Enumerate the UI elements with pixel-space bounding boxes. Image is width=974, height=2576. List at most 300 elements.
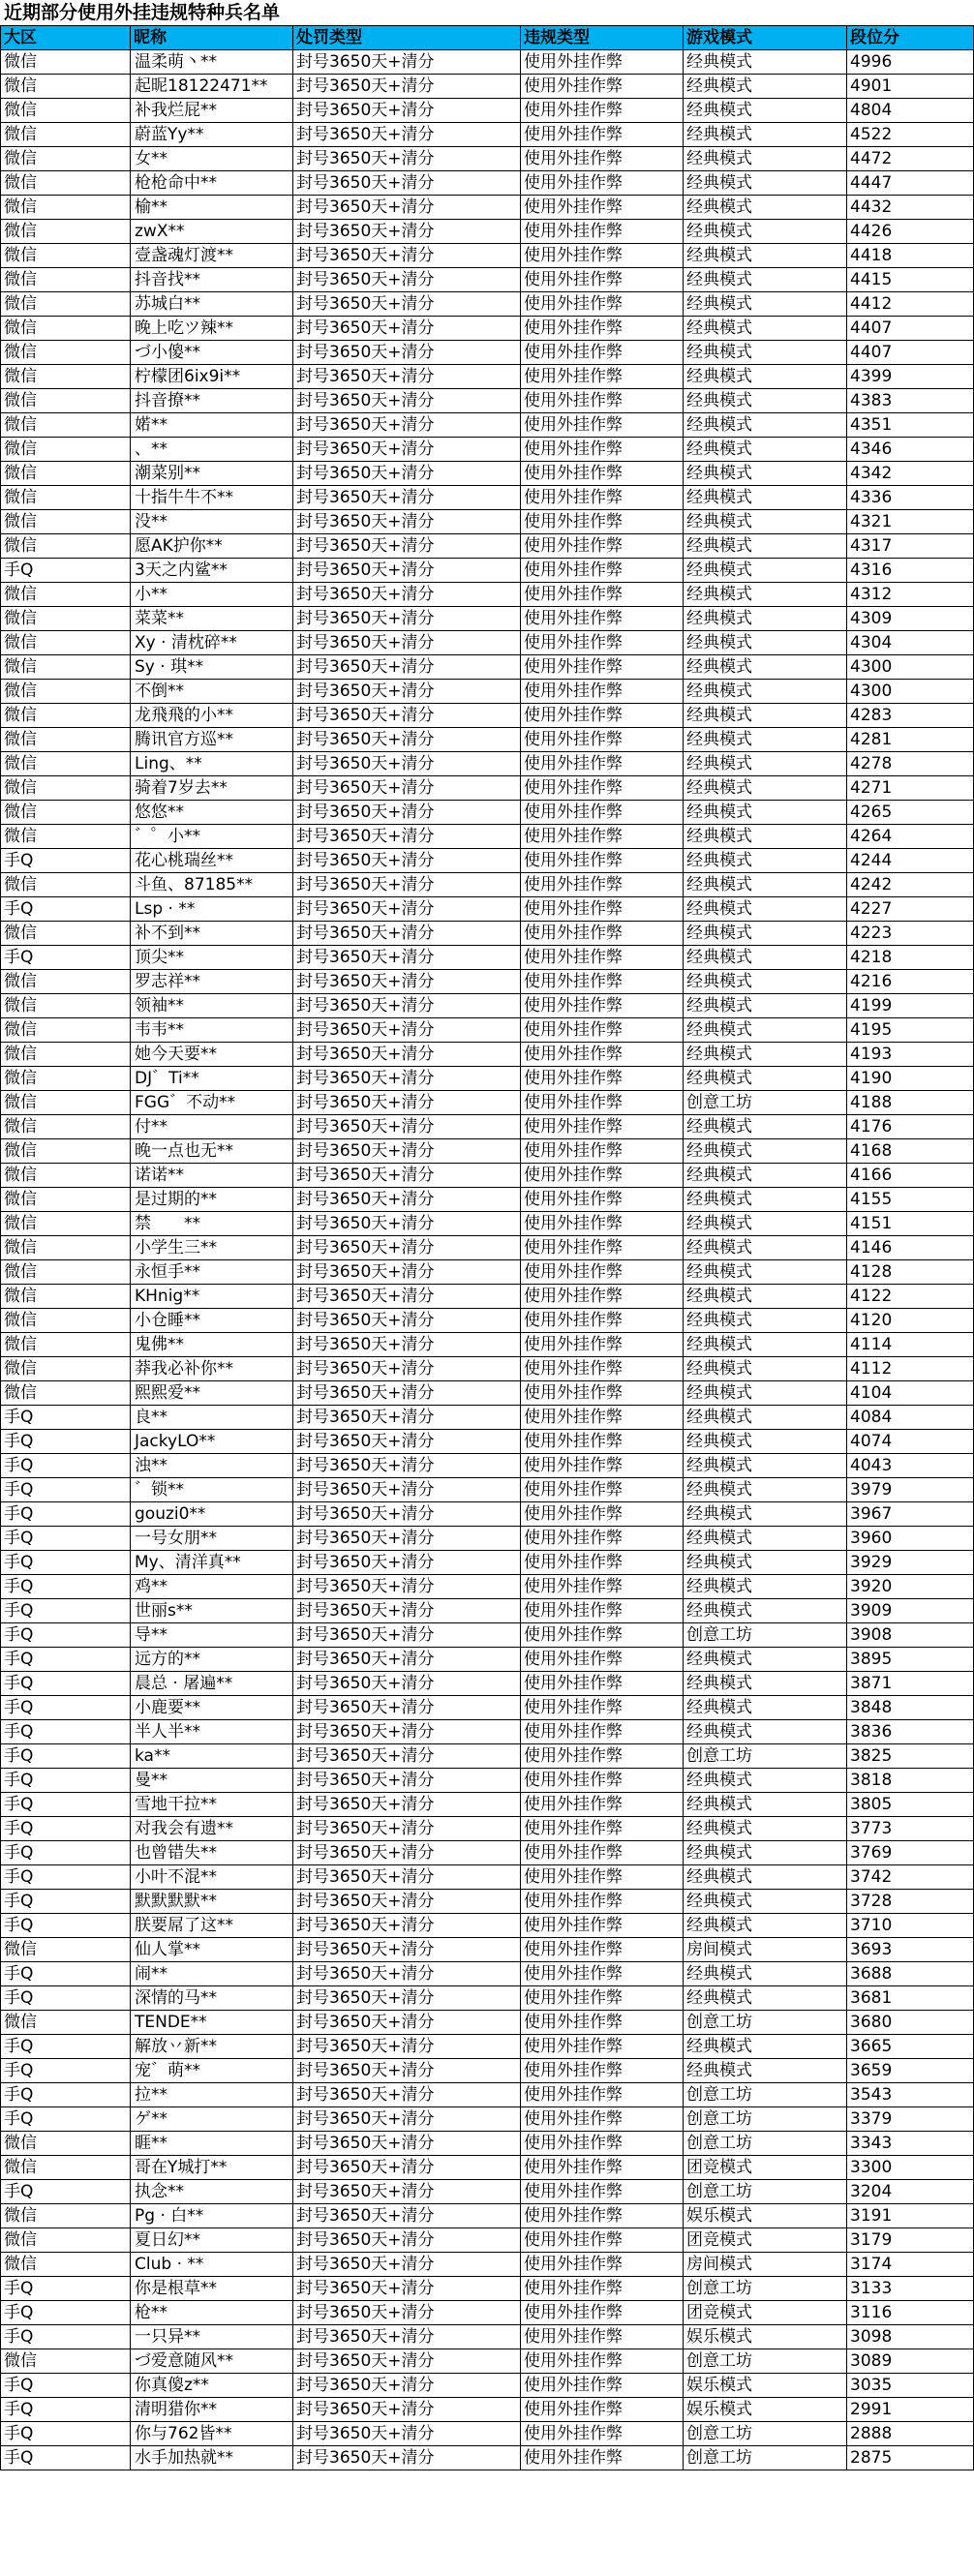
cell-penalty: 封号3650天+清分 xyxy=(293,2228,521,2253)
cell-violation: 使用外挂作弊 xyxy=(521,1333,684,1357)
cell-region: 微信 xyxy=(1,680,131,704)
cell-rank-score: 4104 xyxy=(847,1381,974,1406)
cell-violation: 使用外挂作弊 xyxy=(521,1720,684,1744)
cell-region: 微信 xyxy=(1,801,131,825)
cell-violation: 使用外挂作弊 xyxy=(521,1260,684,1285)
table-row xyxy=(1,244,974,268)
cell-nickname: 诺诺** xyxy=(131,1164,293,1188)
cell-nickname: 熙熙爱** xyxy=(131,1381,293,1406)
cell-penalty: 封号3650天+清分 xyxy=(293,123,521,147)
cell-game-mode: 经典模式 xyxy=(684,1769,847,1793)
cell-penalty: 封号3650天+清分 xyxy=(293,728,521,752)
cell-region: 微信 xyxy=(1,292,131,317)
cell-violation: 使用外挂作弊 xyxy=(521,389,684,413)
cell-region: 手Q xyxy=(1,2083,131,2107)
cell-rank-score: 4432 xyxy=(847,196,974,220)
cell-region: 微信 xyxy=(1,728,131,752)
cell-violation: 使用外挂作弊 xyxy=(521,413,684,438)
cell-game-mode: 经典模式 xyxy=(684,1672,847,1696)
cell-nickname: 清明猎你** xyxy=(131,2398,293,2422)
cell-penalty: 封号3650天+清分 xyxy=(293,268,521,292)
cell-game-mode: 经典模式 xyxy=(684,1164,847,1188)
cell-nickname: Sy · 琪** xyxy=(131,655,293,680)
cell-game-mode: 经典模式 xyxy=(684,1793,847,1817)
table-row xyxy=(1,1115,974,1139)
cell-penalty: 封号3650天+清分 xyxy=(293,1696,521,1720)
table-body xyxy=(1,50,974,2470)
table-row xyxy=(1,2011,974,2035)
cell-region: 微信 xyxy=(1,196,131,220)
cell-penalty: 封号3650天+清分 xyxy=(293,534,521,559)
cell-region: 微信 xyxy=(1,2156,131,2180)
cell-violation: 使用外挂作弊 xyxy=(521,1817,684,1841)
cell-region: 微信 xyxy=(1,365,131,389)
cell-game-mode: 经典模式 xyxy=(684,583,847,607)
cell-violation: 使用外挂作弊 xyxy=(521,196,684,220)
cell-nickname: KHnig** xyxy=(131,1285,293,1309)
table-row xyxy=(1,2374,974,2398)
table-row xyxy=(1,317,974,341)
cell-violation: 使用外挂作弊 xyxy=(521,2422,684,2446)
cell-region: 微信 xyxy=(1,583,131,607)
cell-penalty: 封号3650天+清分 xyxy=(293,196,521,220)
cell-game-mode: 经典模式 xyxy=(684,1502,847,1527)
cell-penalty: 封号3650天+清分 xyxy=(293,2132,521,2156)
cell-nickname: 苏城白** xyxy=(131,292,293,317)
cell-region: 微信 xyxy=(1,510,131,534)
table-row xyxy=(1,1986,974,2011)
table-row xyxy=(1,2132,974,2156)
cell-nickname: 菜菜** xyxy=(131,607,293,631)
cell-nickname: Pg · 白** xyxy=(131,2204,293,2228)
cell-violation: 使用外挂作弊 xyxy=(521,922,684,946)
cell-nickname: 鸡** xyxy=(131,1575,293,1599)
table-row xyxy=(1,1793,974,1817)
cell-penalty: 封号3650天+清分 xyxy=(293,438,521,462)
cell-game-mode: 创意工坊 xyxy=(684,2277,847,2301)
table-row xyxy=(1,220,974,244)
cell-region: 微信 xyxy=(1,50,131,75)
cell-violation: 使用外挂作弊 xyxy=(521,2035,684,2059)
cell-region: 手Q xyxy=(1,1599,131,1623)
cell-game-mode: 经典模式 xyxy=(684,1236,847,1260)
cell-region: 微信 xyxy=(1,1091,131,1115)
cell-game-mode: 经典模式 xyxy=(684,1527,847,1551)
cell-penalty: 封号3650天+清分 xyxy=(293,655,521,680)
table-row xyxy=(1,341,974,365)
cell-violation: 使用外挂作弊 xyxy=(521,2107,684,2132)
cell-nickname: 婼** xyxy=(131,413,293,438)
cell-nickname: gouzi0** xyxy=(131,1502,293,1527)
cell-game-mode: 经典模式 xyxy=(684,631,847,655)
cell-game-mode: 经典模式 xyxy=(684,970,847,994)
cell-nickname: 雪地干拉** xyxy=(131,1793,293,1817)
cell-rank-score: 4155 xyxy=(847,1188,974,1212)
cell-penalty: 封号3650天+清分 xyxy=(293,1938,521,1962)
cell-nickname: Lsp · ** xyxy=(131,897,293,922)
cell-penalty: 封号3650天+清分 xyxy=(293,486,521,510)
cell-rank-score: 2875 xyxy=(847,2446,974,2470)
cell-violation: 使用外挂作弊 xyxy=(521,680,684,704)
cell-region: 微信 xyxy=(1,1357,131,1381)
cell-game-mode: 团竞模式 xyxy=(684,2156,847,2180)
cell-violation: 使用外挂作弊 xyxy=(521,1914,684,1938)
table-row xyxy=(1,196,974,220)
cell-violation: 使用外挂作弊 xyxy=(521,1769,684,1793)
cell-rank-score: 3300 xyxy=(847,2156,974,2180)
cell-rank-score: 3343 xyxy=(847,2132,974,2156)
table-row xyxy=(1,2422,974,2446)
cell-rank-score: 3133 xyxy=(847,2277,974,2301)
cell-rank-score: 4122 xyxy=(847,1285,974,1309)
cell-violation: 使用外挂作弊 xyxy=(521,1502,684,1527)
table-row xyxy=(1,1841,974,1865)
cell-nickname: 壹盏魂灯渡** xyxy=(131,244,293,268)
cell-region: 手Q xyxy=(1,1551,131,1575)
cell-region: 微信 xyxy=(1,607,131,631)
cell-penalty: 封号3650天+清分 xyxy=(293,1793,521,1817)
cell-penalty: 封号3650天+清分 xyxy=(293,946,521,970)
cell-rank-score: 4312 xyxy=(847,583,974,607)
table-row xyxy=(1,2228,974,2253)
table-row xyxy=(1,849,974,873)
cell-region: 手Q xyxy=(1,1430,131,1454)
cell-game-mode: 经典模式 xyxy=(684,922,847,946)
cell-region: 手Q xyxy=(1,946,131,970)
cell-violation: 使用外挂作弊 xyxy=(521,1648,684,1672)
cell-region: 手Q xyxy=(1,2035,131,2059)
cell-region: 微信 xyxy=(1,1043,131,1067)
cell-game-mode: 经典模式 xyxy=(684,1720,847,1744)
cell-game-mode: 房间模式 xyxy=(684,1938,847,1962)
table-row xyxy=(1,268,974,292)
cell-violation: 使用外挂作弊 xyxy=(521,559,684,583)
table-row xyxy=(1,1744,974,1769)
cell-nickname: 半人半** xyxy=(131,1720,293,1744)
cell-region: 微信 xyxy=(1,1115,131,1139)
cell-region: 微信 xyxy=(1,2228,131,2253)
cell-game-mode: 经典模式 xyxy=(684,1260,847,1285)
cell-violation: 使用外挂作弊 xyxy=(521,2011,684,2035)
cell-region: 微信 xyxy=(1,825,131,849)
cell-game-mode: 经典模式 xyxy=(684,1309,847,1333)
cell-penalty: 封号3650天+清分 xyxy=(293,2301,521,2325)
cell-region: 微信 xyxy=(1,268,131,292)
cell-violation: 使用外挂作弊 xyxy=(521,655,684,680)
cell-game-mode: 经典模式 xyxy=(684,849,847,873)
cell-violation: 使用外挂作弊 xyxy=(521,2398,684,2422)
cell-nickname: 补不到** xyxy=(131,922,293,946)
cell-penalty: 封号3650天+清分 xyxy=(293,1139,521,1164)
cell-rank-score: 3825 xyxy=(847,1744,974,1769)
cell-violation: 使用外挂作弊 xyxy=(521,1212,684,1236)
cell-nickname: 禁 ** xyxy=(131,1212,293,1236)
cell-rank-score: 4415 xyxy=(847,268,974,292)
cell-game-mode: 创意工坊 xyxy=(684,1091,847,1115)
cell-violation: 使用外挂作弊 xyxy=(521,1357,684,1381)
cell-penalty: 封号3650天+清分 xyxy=(293,1817,521,1841)
cell-penalty: 封号3650天+清分 xyxy=(293,2422,521,2446)
cell-region: 手Q xyxy=(1,1648,131,1672)
table-row xyxy=(1,2035,974,2059)
cell-region: 微信 xyxy=(1,75,131,99)
cell-region: 微信 xyxy=(1,462,131,486)
cell-game-mode: 经典模式 xyxy=(684,341,847,365)
cell-violation: 使用外挂作弊 xyxy=(521,946,684,970)
cell-nickname: ゛゜小** xyxy=(131,825,293,849)
cell-rank-score: 4074 xyxy=(847,1430,974,1454)
cell-penalty: 封号3650天+清分 xyxy=(293,292,521,317)
cell-rank-score: 4399 xyxy=(847,365,974,389)
cell-rank-score: 4342 xyxy=(847,462,974,486)
cell-region: 微信 xyxy=(1,1260,131,1285)
cell-region: 微信 xyxy=(1,994,131,1018)
cell-nickname: 女** xyxy=(131,147,293,171)
cell-rank-score: 4316 xyxy=(847,559,974,583)
cell-nickname: 起昵18122471** xyxy=(131,75,293,99)
cell-region: 微信 xyxy=(1,341,131,365)
cell-region: 微信 xyxy=(1,1236,131,1260)
cell-violation: 使用外挂作弊 xyxy=(521,1406,684,1430)
cell-nickname: 宠゛萌** xyxy=(131,2059,293,2083)
table-row xyxy=(1,1696,974,1720)
table-row xyxy=(1,1551,974,1575)
cell-nickname: Club · ** xyxy=(131,2253,293,2277)
table-row xyxy=(1,1018,974,1043)
cell-penalty: 封号3650天+清分 xyxy=(293,389,521,413)
cell-violation: 使用外挂作弊 xyxy=(521,365,684,389)
cell-rank-score: 3773 xyxy=(847,1817,974,1841)
cell-rank-score: 3710 xyxy=(847,1914,974,1938)
cell-penalty: 封号3650天+清分 xyxy=(293,607,521,631)
table-row xyxy=(1,1139,974,1164)
table-row xyxy=(1,728,974,752)
cell-game-mode: 经典模式 xyxy=(684,1841,847,1865)
cell-game-mode: 经典模式 xyxy=(684,1333,847,1357)
cell-penalty: 封号3650天+清分 xyxy=(293,1188,521,1212)
cell-game-mode: 经典模式 xyxy=(684,1648,847,1672)
cell-game-mode: 创意工坊 xyxy=(684,2011,847,2035)
table-row xyxy=(1,123,974,147)
cell-rank-score: 3929 xyxy=(847,1551,974,1575)
table-row xyxy=(1,680,974,704)
cell-violation: 使用外挂作弊 xyxy=(521,75,684,99)
cell-game-mode: 创意工坊 xyxy=(684,1744,847,1769)
header-nickname: 昵称 xyxy=(131,26,293,50)
cell-penalty: 封号3650天+清分 xyxy=(293,510,521,534)
cell-penalty: 封号3650天+清分 xyxy=(293,2253,521,2277)
table-row xyxy=(1,583,974,607)
cell-game-mode: 经典模式 xyxy=(684,752,847,776)
table-row xyxy=(1,2059,974,2083)
cell-rank-score: 3379 xyxy=(847,2107,974,2132)
cell-penalty: 封号3650天+清分 xyxy=(293,2204,521,2228)
cell-penalty: 封号3650天+清分 xyxy=(293,2398,521,2422)
cell-rank-score: 4114 xyxy=(847,1333,974,1357)
header-game-mode: 游戏模式 xyxy=(684,26,847,50)
cell-rank-score: 4412 xyxy=(847,292,974,317)
cell-region: 微信 xyxy=(1,1139,131,1164)
cell-rank-score: 4300 xyxy=(847,655,974,680)
cell-rank-score: 3871 xyxy=(847,1672,974,1696)
table-row xyxy=(1,994,974,1018)
cell-violation: 使用外挂作弊 xyxy=(521,1285,684,1309)
cell-rank-score: 3543 xyxy=(847,2083,974,2107)
cell-nickname: 你真傻z** xyxy=(131,2374,293,2398)
cell-game-mode: 经典模式 xyxy=(684,1067,847,1091)
cell-penalty: 封号3650天+清分 xyxy=(293,1115,521,1139)
cell-nickname: 小** xyxy=(131,583,293,607)
cell-game-mode: 经典模式 xyxy=(684,994,847,1018)
cell-game-mode: 娱乐模式 xyxy=(684,2204,847,2228)
cell-nickname: 对我会有遗** xyxy=(131,1817,293,1841)
cell-nickname: づ爱意随风** xyxy=(131,2349,293,2374)
cell-violation: 使用外挂作弊 xyxy=(521,2228,684,2253)
cell-nickname: 晚一点也无** xyxy=(131,1139,293,1164)
cell-nickname: 执念** xyxy=(131,2180,293,2204)
table-row xyxy=(1,292,974,317)
cell-penalty: 封号3650天+清分 xyxy=(293,1236,521,1260)
cell-rank-score: 4218 xyxy=(847,946,974,970)
cell-violation: 使用外挂作弊 xyxy=(521,970,684,994)
cell-violation: 使用外挂作弊 xyxy=(521,1043,684,1067)
cell-rank-score: 4223 xyxy=(847,922,974,946)
cell-violation: 使用外挂作弊 xyxy=(521,1793,684,1817)
cell-penalty: 封号3650天+清分 xyxy=(293,2277,521,2301)
cell-game-mode: 经典模式 xyxy=(684,655,847,680)
cell-rank-score: 3836 xyxy=(847,1720,974,1744)
cell-penalty: 封号3650天+清分 xyxy=(293,1527,521,1551)
cell-penalty: 封号3650天+清分 xyxy=(293,1502,521,1527)
cell-nickname: 小学生三** xyxy=(131,1236,293,1260)
cell-penalty: 封号3650天+清分 xyxy=(293,2180,521,2204)
cell-penalty: 封号3650天+清分 xyxy=(293,2035,521,2059)
cell-violation: 使用外挂作弊 xyxy=(521,1091,684,1115)
cell-region: 手Q xyxy=(1,1575,131,1599)
table-row xyxy=(1,99,974,123)
cell-nickname: 深情的马** xyxy=(131,1986,293,2011)
table-row xyxy=(1,2107,974,2132)
cell-penalty: 封号3650天+清分 xyxy=(293,2156,521,2180)
table-row xyxy=(1,631,974,655)
cell-penalty: 封号3650天+清分 xyxy=(293,873,521,897)
cell-violation: 使用外挂作弊 xyxy=(521,1623,684,1648)
table-row xyxy=(1,1381,974,1406)
cell-penalty: 封号3650天+清分 xyxy=(293,1018,521,1043)
cell-penalty: 封号3650天+清分 xyxy=(293,970,521,994)
cell-region: 手Q xyxy=(1,1527,131,1551)
cell-region: 手Q xyxy=(1,2180,131,2204)
table-row xyxy=(1,970,974,994)
cell-game-mode: 经典模式 xyxy=(684,1285,847,1309)
cell-region: 手Q xyxy=(1,1865,131,1890)
cell-region: 微信 xyxy=(1,389,131,413)
cell-game-mode: 团竞模式 xyxy=(684,2301,847,2325)
cell-rank-score: 4120 xyxy=(847,1309,974,1333)
cell-penalty: 封号3650天+清分 xyxy=(293,1212,521,1236)
cell-rank-score: 4227 xyxy=(847,897,974,922)
cell-violation: 使用外挂作弊 xyxy=(521,1841,684,1865)
table-row xyxy=(1,1164,974,1188)
cell-nickname: FGG゛不动** xyxy=(131,1091,293,1115)
cell-rank-score: 4271 xyxy=(847,776,974,801)
table-row xyxy=(1,922,974,946)
cell-region: 手Q xyxy=(1,2446,131,2470)
cell-region: 手Q xyxy=(1,849,131,873)
cell-penalty: 封号3650天+清分 xyxy=(293,704,521,728)
cell-violation: 使用外挂作弊 xyxy=(521,825,684,849)
cell-game-mode: 经典模式 xyxy=(684,1188,847,1212)
cell-nickname: 永恒手** xyxy=(131,1260,293,1285)
cell-game-mode: 经典模式 xyxy=(684,75,847,99)
cell-game-mode: 经典模式 xyxy=(684,1018,847,1043)
cell-nickname: 拉** xyxy=(131,2083,293,2107)
cell-rank-score: 4300 xyxy=(847,680,974,704)
cell-violation: 使用外挂作弊 xyxy=(521,583,684,607)
cell-nickname: 一只异** xyxy=(131,2325,293,2349)
table-row xyxy=(1,1333,974,1357)
cell-nickname: 哥在Y城打** xyxy=(131,2156,293,2180)
cell-game-mode: 经典模式 xyxy=(684,825,847,849)
cell-region: 微信 xyxy=(1,1938,131,1962)
cell-region: 微信 xyxy=(1,752,131,776)
cell-region: 手Q xyxy=(1,2398,131,2422)
cell-rank-score: 3174 xyxy=(847,2253,974,2277)
table-row xyxy=(1,1357,974,1381)
cell-nickname: 你与762皆** xyxy=(131,2422,293,2446)
cell-nickname: 小鹿要** xyxy=(131,1696,293,1720)
page-title: 近期部分使用外挂违规特种兵名单 xyxy=(4,2,281,23)
cell-rank-score: 4151 xyxy=(847,1212,974,1236)
cell-nickname: 抖音撩** xyxy=(131,389,293,413)
table-row xyxy=(1,704,974,728)
cell-penalty: 封号3650天+清分 xyxy=(293,1285,521,1309)
cell-rank-score: 4996 xyxy=(847,50,974,75)
cell-rank-score: 3979 xyxy=(847,1478,974,1502)
table-row xyxy=(1,559,974,583)
table-row xyxy=(1,1938,974,1962)
cell-penalty: 封号3650天+清分 xyxy=(293,849,521,873)
cell-nickname: 花心桃瑞丝** xyxy=(131,849,293,873)
cell-nickname: 骑着7岁去** xyxy=(131,776,293,801)
table-row xyxy=(1,1212,974,1236)
cell-game-mode: 经典模式 xyxy=(684,196,847,220)
cell-rank-score: 3908 xyxy=(847,1623,974,1648)
cell-rank-score: 3728 xyxy=(847,1890,974,1914)
cell-nickname: 晨总 · 屠遍** xyxy=(131,1672,293,1696)
cell-region: 微信 xyxy=(1,123,131,147)
cell-violation: 使用外挂作弊 xyxy=(521,486,684,510)
cell-violation: 使用外挂作弊 xyxy=(521,317,684,341)
cell-penalty: 封号3650天+清分 xyxy=(293,2374,521,2398)
table-row xyxy=(1,946,974,970)
table-row xyxy=(1,50,974,75)
cell-game-mode: 创意工坊 xyxy=(684,2107,847,2132)
cell-violation: 使用外挂作弊 xyxy=(521,1696,684,1720)
table-row xyxy=(1,486,974,510)
cell-rank-score: 3098 xyxy=(847,2325,974,2349)
cell-region: 微信 xyxy=(1,970,131,994)
table-row xyxy=(1,1478,974,1502)
cell-violation: 使用外挂作弊 xyxy=(521,99,684,123)
cell-region: 手Q xyxy=(1,1478,131,1502)
cell-region: 手Q xyxy=(1,1720,131,1744)
cell-violation: 使用外挂作弊 xyxy=(521,1236,684,1260)
cell-rank-score: 3805 xyxy=(847,1793,974,1817)
table-row xyxy=(1,510,974,534)
cell-region: 手Q xyxy=(1,1672,131,1696)
cell-region: 手Q xyxy=(1,1986,131,2011)
